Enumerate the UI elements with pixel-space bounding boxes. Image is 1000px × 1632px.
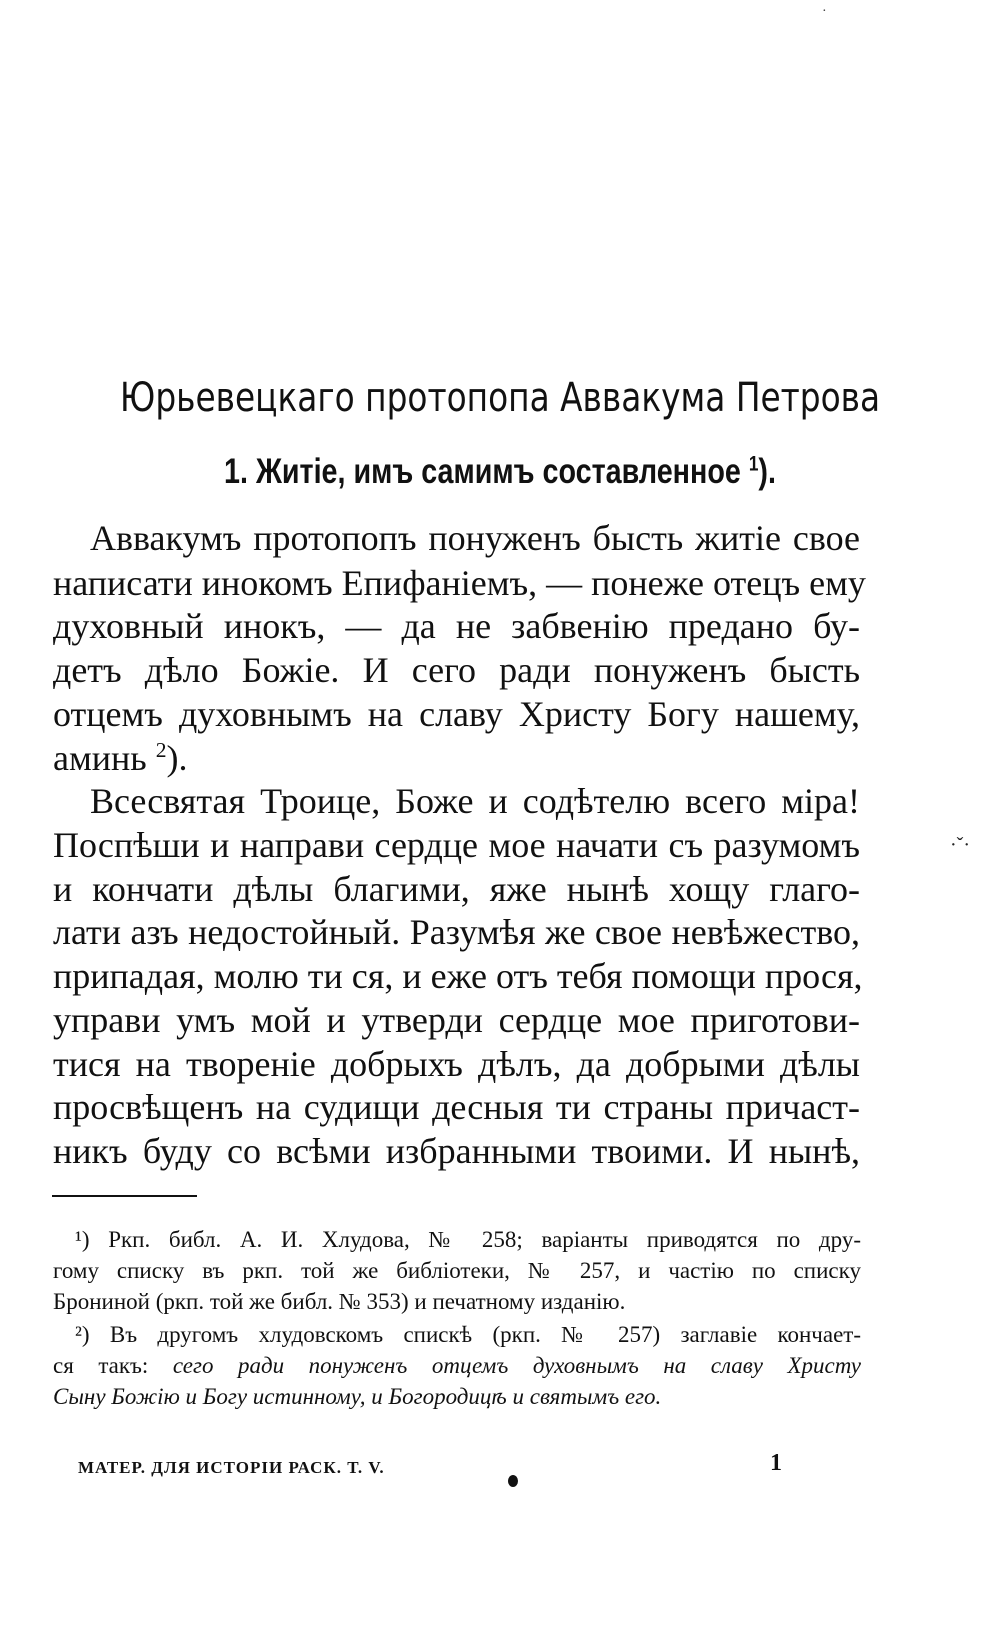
text-line: припадая, молю ти ся, и еже отъ тебя помощи прося, [53, 956, 863, 996]
text-line: написати инокомъ Епифаніемъ, — понеже отецъ ему [53, 563, 866, 603]
text-line: никъ буду со всѣми избранными твоими. И нынѣ, [53, 1131, 860, 1171]
footnote-2-line: ²) Въ другомъ хлудовскомъ спискѣ (ркп. № 257) заглавіе кончает- [75, 1322, 861, 1347]
text-line: лати азъ недостойный. Разумѣя же свое невѣжество, [53, 912, 860, 952]
footnote-2-italic: сего ради понуженъ отцемъ духовнымъ на славу Христу [172, 1353, 861, 1378]
corner-speck: · [822, 4, 827, 19]
chapter-heading-text: 1. Житіе, имъ самимъ составленное [224, 452, 741, 491]
text-line: управи умъ мой и утверди сердце мое приготови- [53, 1000, 860, 1040]
footnote-1-line: ¹) Ркп. библ. А. И. Хлудова, № 258; варіанты приводятся по дру- [75, 1227, 861, 1252]
signature-mark: МАТЕР. ДЛЯ ИСТОРІИ РАСК. Т. V. [78, 1458, 385, 1477]
text-line: тися на твореніе добрыхъ дѣлъ, да добрыми дѣлы [53, 1044, 860, 1084]
margin-mark: ·ˇ· [950, 834, 970, 856]
footnote-ref-2[interactable]: 2 [155, 738, 167, 762]
text-line: Поспѣши и направи сердце мое начати съ разумомъ [53, 825, 860, 865]
text-line: и кончати дѣлы благими, яже нынѣ хощу глаго- [53, 869, 860, 909]
text-line: Аввакумъ протопопъ понуженъ бысть житіе свое [90, 518, 860, 558]
page-title: Юрьевецкаго протопопа Аввакума Петрова [119, 375, 881, 421]
text-line-last [53, 738, 860, 778]
chapter-heading [90, 452, 910, 492]
footnote-1-line: Брониной (ркп. той же библ. № 353) и печатному изданію. [53, 1289, 626, 1314]
text-fragment: аминь [53, 738, 147, 778]
text-line: детъ дѣло Божіе. И сего ради понуженъ бысть [53, 650, 860, 690]
footnote-2-line [53, 1351, 861, 1381]
text-line: просвѣщенъ на судищи десныя ти страны причаст- [53, 1087, 860, 1127]
footnote-1-line: гому списку въ ркп. той же библіотеки, № 257, и частію по списку [53, 1258, 861, 1283]
ink-dot [508, 1475, 518, 1487]
footnote-separator [52, 1195, 197, 1197]
footnote-2-plain: ся такъ: [53, 1353, 149, 1378]
text-line: отцемъ духовнымъ на славу Христу Богу нашему, [53, 694, 860, 734]
text-line: духовный инокъ, — да не забвенію предано бу- [53, 606, 860, 646]
chapter-heading-closing: ). [758, 452, 776, 491]
page-number: 1 [770, 1450, 782, 1476]
text-line: Всесвятая Троице, Боже и содѣтелю всего міра! [90, 781, 860, 821]
footnote-2-line: Сыну Божію и Богу истинному, и Богородицѣ и святымъ его. [53, 1384, 662, 1409]
text-fragment: ). [166, 738, 188, 778]
footnote-ref-1[interactable]: 1 [748, 452, 759, 476]
